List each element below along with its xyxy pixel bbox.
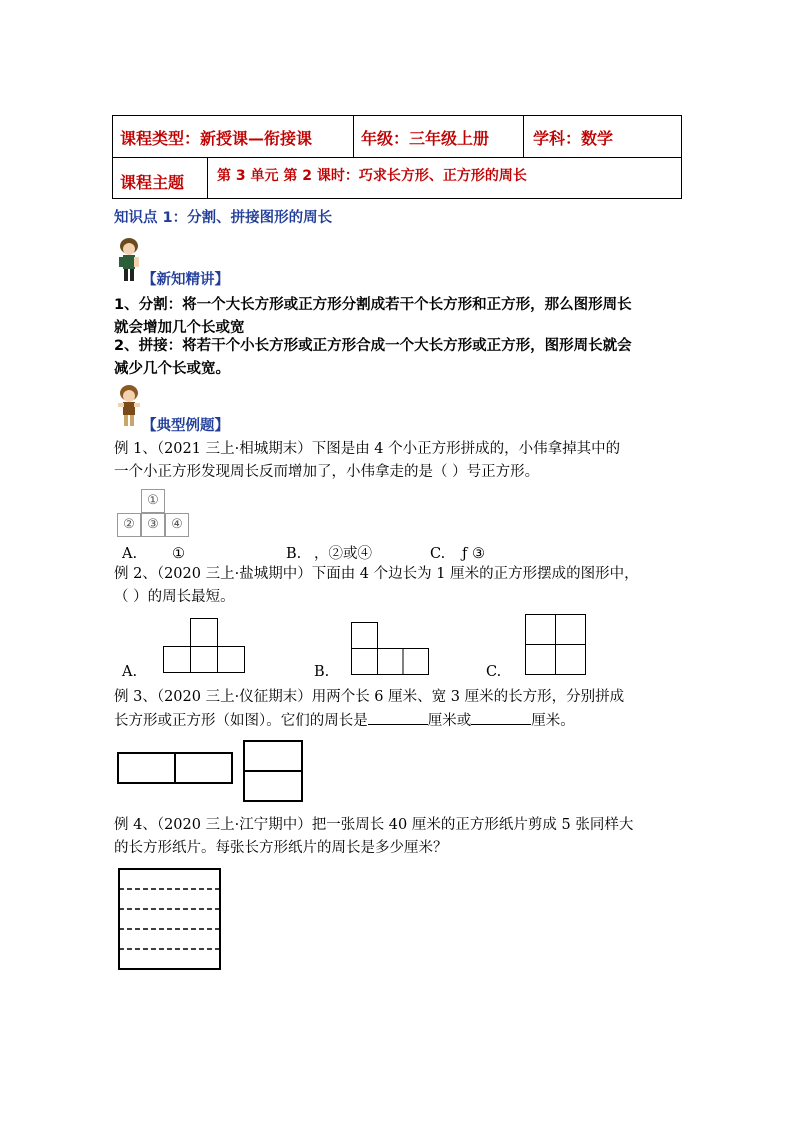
example-3-line2-c: 厘米。 [531,713,575,729]
shape-b-figure [351,622,431,676]
example-3-line2-b: 厘米或 [427,713,472,729]
example-4-text [114,814,633,860]
option-b-value: ，②或④ [314,546,372,562]
table-col-divider [207,157,208,199]
square-2: ② [117,513,141,537]
examples-title: 【典型例题】 [142,418,229,434]
square-3: ③ [141,513,165,537]
example-1-line1: 例 1、（2021 三上·相城期末）下图是由 4 个小正方形拼成的，小伟拿掉其中的 [114,441,621,457]
example-3-text [114,686,624,733]
example-4-line1: 例 4、（2020 三上·江宁期中）把一张周长 40 厘米的正方形纸片剪成 5 张同样大 [114,817,634,833]
answer-blank-1[interactable] [368,709,428,725]
grade: 年级：三年级上册 [361,129,490,148]
shape-a-figure [163,618,247,674]
course-type: 课程类型：新授课—衔接课 [120,129,313,148]
cut-paper-square-figure [118,868,222,972]
item1-line1: 1、分割：将一个大长方形或正方形分割成若干个长方形和正方形，那么图形周长 [114,297,632,313]
square-4: ④ [165,513,189,537]
teacher-mascot-icon [114,236,144,284]
example-3-line1: 例 3、（2020 三上·仪征期末）用两个长 6 厘米、宽 3 厘米的长方形，分别拼成 [114,689,625,705]
new-knowledge-item-2 [114,335,632,381]
square-1: ① [141,489,165,513]
option-b-label: B. [286,546,302,562]
example-4-line2: 的长方形纸片。每张长方形纸片的周长是多少厘米？ [114,840,448,856]
example-3-line2 [114,709,624,733]
shape-c-figure [525,614,587,676]
example-1-line2: 一个小正方形发现周长反而增加了，小伟拿走的是（ ）号正方形。 [114,464,540,480]
item2-line2: 减少几个长或宽。 [114,361,230,377]
table-col-divider [523,116,524,157]
option-a-value: ① [172,546,185,562]
option-c-value: ƒ ③ [462,546,485,562]
table-col-divider [353,116,354,157]
long-rectangle-figure [117,752,235,786]
student-mascot-icon [114,384,144,430]
example-2-option-a: A. [122,664,138,680]
example-2-line2: （ ）的周长最短。 [114,589,235,605]
example-2-text [114,563,639,609]
item1-line2: 就会增加几个长或宽 [114,320,245,336]
example-3-line2-a: 长方形或正方形（如图）。它们的周长是 [114,713,368,729]
example-1-text [114,438,620,484]
example-2-line1: 例 2、（2020 三上·盐城期中）下面由 4 个边长为 1 厘米的正方形摆成的图形中， [114,566,639,582]
square-rectangle-figure [243,740,305,804]
option-a-label: A. [122,546,138,562]
option-c-label: C. [430,546,446,562]
example-2-option-b: B. [314,664,330,680]
example-1-figure [117,489,189,537]
example-2-option-c: C. [486,664,502,680]
subject: 学科：数学 [533,129,614,148]
knowledge-point-title: 知识点 1：分割、拼接图形的周长 [114,210,333,226]
new-knowledge-title: 【新知精讲】 [142,272,229,288]
topic-label: 课程主题 [120,173,185,192]
table-row-divider [113,157,681,158]
topic-value: 第 3 单元 第 2 课时：巧求长方形、正方形的周长 [217,168,527,184]
answer-blank-2[interactable] [471,709,531,725]
course-header-table [112,115,682,199]
item2-line1: 2、拼接：将若干个小长方形或正方形合成一个大长方形或正方形，图形周长就会 [114,338,632,354]
new-knowledge-item-1 [114,294,632,340]
